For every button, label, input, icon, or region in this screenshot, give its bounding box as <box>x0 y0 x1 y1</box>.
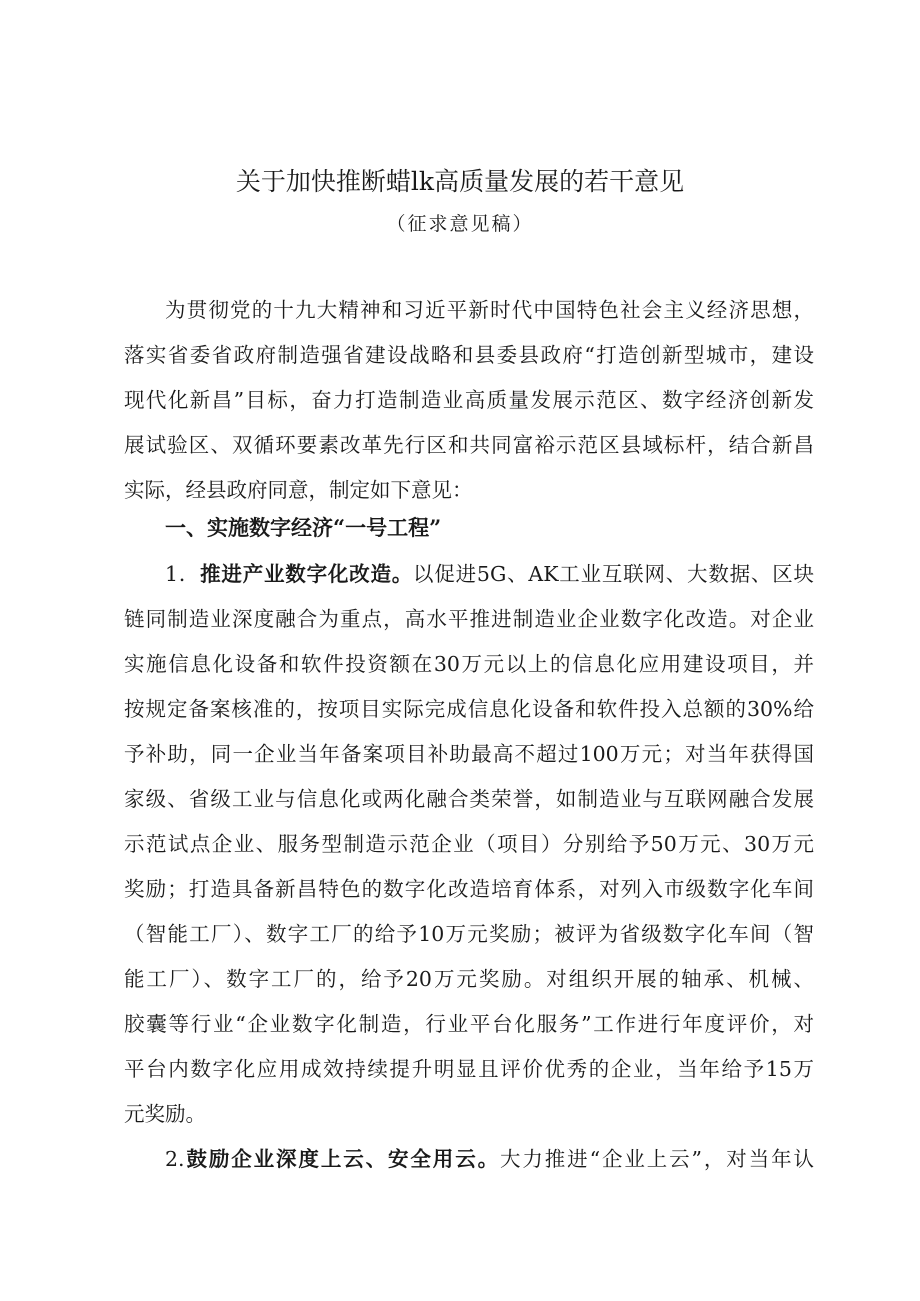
intro-line: 现代化新昌”目标，奋力打造制造业高质量发展示范区、数字经济创新发 <box>124 388 814 412</box>
section-heading: 一、实施数字经济“一号工程” <box>165 515 442 540</box>
item1-line: 予补助，同一企业当年备案项目补助最高不超过100万元；对当年获得国 <box>124 742 814 766</box>
item2-first-line <box>165 1143 814 1175</box>
item1-line: 胶囊等行业“企业数字化制造，行业平台化服务”工作进行年度评价，对 <box>124 1012 814 1036</box>
item1-line: 能工厂）、数字工厂的，给予20万元奖励。对组织开展的轴承、机械、 <box>124 967 814 991</box>
item1-line: 链同制造业深度融合为重点，高水平推进制造业企业数字化改造。对企业 <box>124 607 814 631</box>
intro-line: 为贯彻党的十九大精神和习近平新时代中国特色社会主义经济思想， <box>165 298 814 322</box>
item1-line: 按规定备案核准的，按项目实际完成信息化设备和软件投入总额的30%给 <box>124 697 814 721</box>
item1-line: （智能工厂）、数字工厂的给予10万元奖励；被评为省级数字化车间（智 <box>124 922 814 946</box>
item2-number: 2. <box>165 1147 185 1171</box>
intro-line: 落实省委省政府制造强省建设战略和县委县政府“打造创新型城市，建设 <box>124 343 814 367</box>
intro-line: 展试验区、双循环要素改革先行区和共同富裕示范区县域标杆，结合新昌 <box>124 433 814 457</box>
document-title: 关于加快推断蜡lk高质量发展的若干意见 <box>235 167 685 196</box>
item1-line: 平台内数字化应用成效持续提升明显且评价优秀的企业，当年给予15万 <box>124 1057 814 1081</box>
item1-number: 1． <box>165 562 201 586</box>
item1-line: 示范试点企业、服务型制造示范企业（项目）分别给予50万元、30万元 <box>124 832 814 856</box>
item1-line: 家级、省级工业与信息化或两化融合类荣誉，如制造业与互联网融合发展 <box>124 787 814 811</box>
item1-lead: 推进产业数字化改造。 <box>200 562 414 586</box>
intro-line: 实际，经县政府同意，制定如下意见： <box>124 478 473 502</box>
item1-line: 实施信息化设备和软件投资额在30万元以上的信息化应用建设项目，并 <box>124 652 814 676</box>
item2-first-line-rest: 大力推进“企业上云”，对当年认 <box>500 1147 814 1171</box>
item1-line: 奖励；打造具备新昌特色的数字化改造培育体系，对列入市级数字化车间 <box>124 877 814 901</box>
item1-line: 元奖励。 <box>124 1102 206 1126</box>
item1-first-line <box>165 558 814 590</box>
item2-lead: 鼓励企业深度上云、安全用云。 <box>184 1147 500 1171</box>
document-subtitle: （征求意见稿） <box>386 213 534 235</box>
item1-first-line-rest: 以促进5G、AK工业互联网、大数据、区块 <box>413 562 814 586</box>
